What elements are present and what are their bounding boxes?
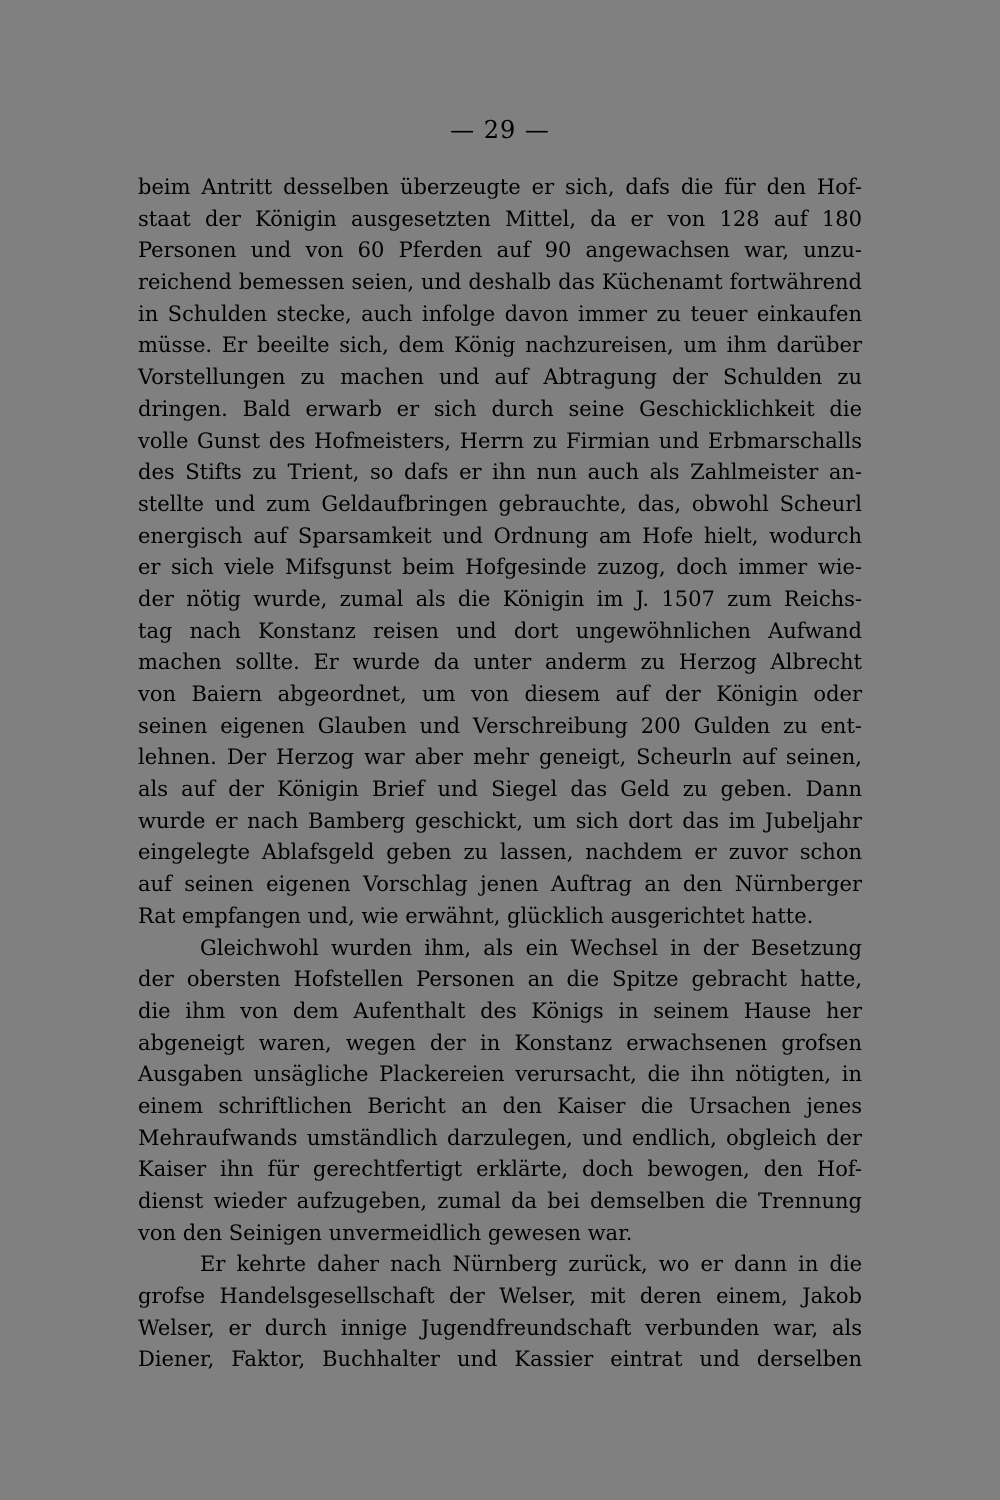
- text-line: als auf der Königin Brief und Siegel das Geld zu geben. Dann: [138, 777, 862, 802]
- text-line: staat der Königin ausgesetzten Mittel, da er von 128 auf 180: [138, 206, 862, 231]
- text-line: eingelegte Ablafsgeld geben zu lassen, nachdem er zuvor schon: [138, 840, 862, 865]
- text-line: Mehraufwands umständlich darzulegen, und endlich, obgleich der: [138, 1125, 862, 1150]
- text-line: tag nach Konstanz reisen und dort ungewöhnlichen Aufwand: [138, 618, 862, 643]
- text-line: grofse Handelsgesellschaft der Welser, mit deren einem, Jakob: [138, 1284, 862, 1309]
- text-line: dienst wieder aufzugeben, zumal da bei demselben die Trennung: [138, 1189, 862, 1213]
- text-line: von Baiern abgeordnet, um von diesem auf der Königin oder: [138, 682, 862, 706]
- text-line: Ausgaben unsägliche Plackereien verursacht, die ihn nötigten, in: [138, 1062, 862, 1087]
- text-line: müsse. Er beeilte sich, dem König nachzureisen, um ihm darüber: [138, 333, 862, 358]
- text-line: wurde er nach Bamberg geschickt, um sich dort das im Jubeljahr: [138, 808, 862, 833]
- text-line: dringen. Bald erwarb er sich durch seine Geschicklichkeit die: [138, 396, 862, 421]
- text-line: Gleichwohl wurden ihm, als ein Wechsel in der Besetzung: [200, 935, 862, 960]
- text-line: die ihm von dem Aufenthalt des Königs in seinem Hause her: [138, 998, 862, 1023]
- text-line: Diener, Faktor, Buchhalter und Kassier eintrat und derselben: [138, 1347, 862, 1372]
- text-line: des Stifts zu Trient, so dafs er ihn nun auch als Zahlmeister an-: [138, 460, 862, 485]
- text-line: Kaiser ihn für gerechtfertigt erklärte, doch bewogen, den Hof-: [138, 1157, 862, 1182]
- text-line: von den Seinigen unvermeidlich gewesen war.: [138, 1220, 633, 1245]
- body-text: [138, 172, 862, 1376]
- text-line: er sich viele Mifsgunst beim Hofgesinde zuzog, doch immer wie-: [138, 555, 862, 580]
- text-line: auf seinen eigenen Vorschlag jenen Auftrag an den Nürnberger: [138, 872, 862, 897]
- text-line: der nötig wurde, zumal als die Königin im J. 1507 zum Reichs-: [138, 586, 862, 611]
- text-line: stellte und zum Geldaufbringen gebrauchte, das, obwohl Scheurl: [138, 491, 862, 516]
- text-line: der obersten Hofstellen Personen an die Spitze gebracht hatte,: [138, 967, 862, 992]
- text-line: Rat empfangen und, wie erwähnt, glücklich ausgerichtet hatte.: [138, 903, 814, 928]
- page-number: — 29 —: [450, 116, 550, 144]
- text-line: seinen eigenen Glauben und Verschreibung 200 Gulden zu ent-: [138, 713, 862, 738]
- text-line: Personen und von 60 Pferden auf 90 angewachsen war, unzu-: [138, 238, 862, 263]
- paragraph: [138, 933, 862, 1250]
- text-line: Vorstellungen zu machen und auf Abtragung der Schulden zu: [138, 365, 862, 390]
- text-line: einem schriftlichen Bericht an den Kaiser die Ursachen jenes: [138, 1093, 862, 1118]
- text-line: machen sollte. Er wurde da unter anderm zu Herzog Albrecht: [138, 650, 862, 675]
- paragraph: [138, 172, 862, 933]
- text-line: beim Antritt desselben überzeugte er sich, dafs die für den Hof-: [138, 175, 862, 199]
- text-line: energisch auf Sparsamkeit und Ordnung am Hofe hielt, wodurch: [138, 523, 862, 548]
- text-line: reichend bemessen seien, und deshalb das Küchenamt fortwährend: [138, 270, 862, 295]
- text-line: Welser, er durch innige Jugendfreundschaft verbunden war, als: [138, 1315, 862, 1340]
- paragraph: [138, 1249, 862, 1376]
- text-line: abgeneigt waren, wegen der in Konstanz erwachsenen grofsen: [138, 1030, 862, 1055]
- text-line: in Schulden stecke, auch infolge davon immer zu teuer einkaufen: [138, 301, 862, 326]
- text-line: volle Gunst des Hofmeisters, Herrn zu Firmian und Erbmarschalls: [138, 428, 862, 453]
- text-line: lehnen. Der Herzog war aber mehr geneigt, Scheurln auf seinen,: [138, 745, 862, 770]
- text-line: Er kehrte daher nach Nürnberg zurück, wo er dann in die: [200, 1252, 862, 1277]
